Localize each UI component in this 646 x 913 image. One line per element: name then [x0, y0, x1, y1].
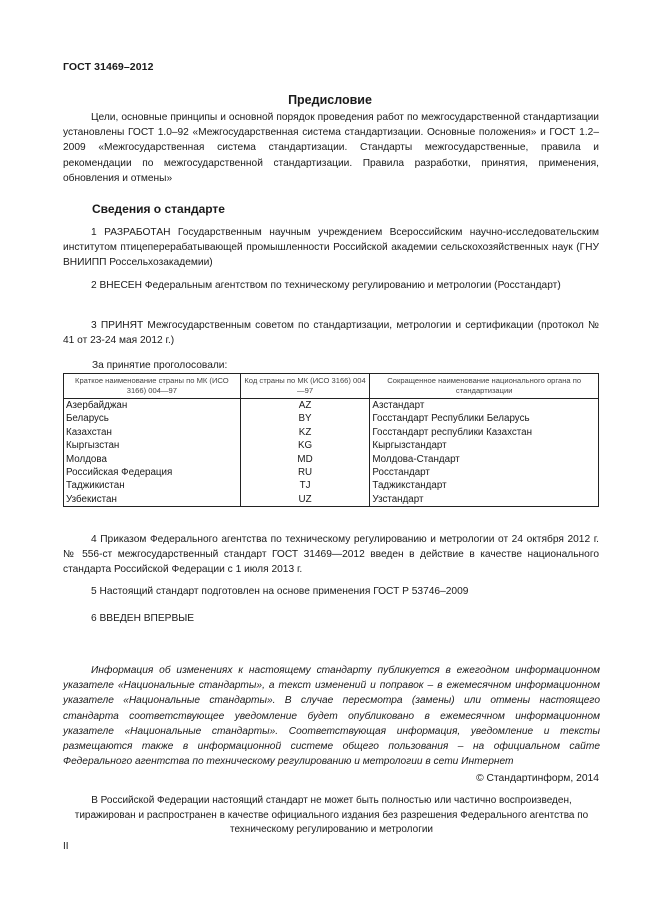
table-cell-country: Российская Федерация [64, 466, 241, 479]
reproduction-rights-notice: В Российской Федерации настоящий стандарт не может быть полностью или частично воспроизведен, тиражирован и распространен в качестве официального издания без разрешения Федерального агентства по техническому регулированию и метрологии [74, 795, 589, 835]
table-header-code: Код страны по МК (ИСО 3166) 004—97 [240, 374, 370, 399]
table-cell-country: Таджикистан [64, 479, 241, 492]
table-row [64, 439, 599, 452]
vote-label: За принятие проголосовали: [92, 360, 228, 371]
table-cell-code: BY [240, 412, 370, 425]
table-cell-code: KG [240, 439, 370, 452]
table-cell-body: Кыргызстандарт [370, 439, 599, 452]
table-row [64, 412, 599, 425]
table-cell-code: KZ [240, 426, 370, 439]
foreword-text: Цели, основные принципы и основной порядок проведения работ по межгосударственной стандартизации установлены ГОСТ 1.0–92 «Межгосударственная система стандартизации. Основные положения» и ГОСТ 1.2–2009 «Межгосударственная система стандартизации. Стандарты межгосударственные, правила и рекомендации по межгосударственной стандартизации. Правила разработки, принятия, применения, обновления и отмены» [63, 112, 599, 184]
document-id-header: ГОСТ 31469–2012 [63, 61, 154, 73]
table-row [64, 493, 599, 507]
table-cell-country: Молдова [64, 453, 241, 466]
page-number: II [63, 841, 69, 852]
about-item-5: 5 Настоящий стандарт подготовлен на основе применения ГОСТ Р 53746–2009 [91, 586, 469, 597]
about-item-1: 1 РАЗРАБОТАН Государственным научным учреждением Всероссийским научно-исследовательским институтом птицеперерабатывающей промышленности Российской академии сельскохозяйственных наук (ГНУ ВНИИПП Россельхозакадемии) [63, 227, 599, 269]
voting-countries-table [63, 373, 599, 507]
about-standard-title: Сведения о стандарте [92, 202, 225, 216]
about-item-3: 3 ПРИНЯТ Межгосударственным советом по стандартизации, метрологии и сертификации (протокол № 41 от 23-24 мая 2012 г.) [63, 320, 599, 347]
table-cell-country: Беларусь [64, 412, 241, 425]
table-cell-code: MD [240, 453, 370, 466]
table-cell-body: Молдова-Стандарт [370, 453, 599, 466]
about-item-2: 2 ВНЕСЕН Федеральным агентством по техническому регулированию и метрологии (Росстандарт) [91, 280, 561, 291]
table-header-country: Краткое наименование страны по МК (ИСО 3166) 004—97 [64, 374, 241, 399]
table-cell-country: Кыргызстан [64, 439, 241, 452]
table-cell-body: Госстандарт республики Казахстан [370, 426, 599, 439]
amendments-info-note: Информация об изменениях к настоящему стандарту публикуется в ежегодном информационном указателе «Национальные стандарты», а текст изменений и поправок – в ежемесячном информационном указателе «Национальные стандарты». В случае пересмотра (замены) или отмены настоящего стандарта соответствующее уведомление будет опубликовано в ежемесячном информационном указателе «Национальные стандарты». Соответствующая информация, уведомление и тексты размещаются также в информационной системе общего пользования – на официальном сайте Федерального агентства по техническому регулированию и метрологии в сети Интернет [63, 665, 600, 768]
table-row [64, 399, 599, 413]
table-cell-body: Узстандарт [370, 493, 599, 507]
table-cell-body: Азстандарт [370, 399, 599, 413]
table-cell-code: RU [240, 466, 370, 479]
table-cell-code: UZ [240, 493, 370, 507]
table-cell-country: Азербайджан [64, 399, 241, 413]
table-cell-body: Росстандарт [370, 466, 599, 479]
table-row [64, 466, 599, 479]
about-item-4: 4 Приказом Федерального агентства по техническому регулированию и метрологии от 24 октября 2012 г. № 556-ст межгосударственный стандарт ГОСТ 31469—2012 введен в действие в качестве национального стандарта Российской Федерации с 1 июля 2013 г. [63, 534, 599, 576]
table-row [64, 426, 599, 439]
table-cell-body: Госстандарт Республики Беларусь [370, 412, 599, 425]
table-cell-body: Таджикстандарт [370, 479, 599, 492]
foreword-title: Предисловие [288, 93, 372, 107]
table-cell-code: AZ [240, 399, 370, 413]
table-cell-code: TJ [240, 479, 370, 492]
table-row [64, 479, 599, 492]
about-item-6: 6 ВВЕДЕН ВПЕРВЫЕ [91, 613, 195, 624]
table-header-row [64, 374, 599, 399]
table-row [64, 453, 599, 466]
table-cell-country: Узбекистан [64, 493, 241, 507]
table-header-body: Сокращенное наименование национального органа по стандартизации [370, 374, 599, 399]
copyright-line: © Стандартинформ, 2014 [476, 773, 599, 784]
table-cell-country: Казахстан [64, 426, 241, 439]
